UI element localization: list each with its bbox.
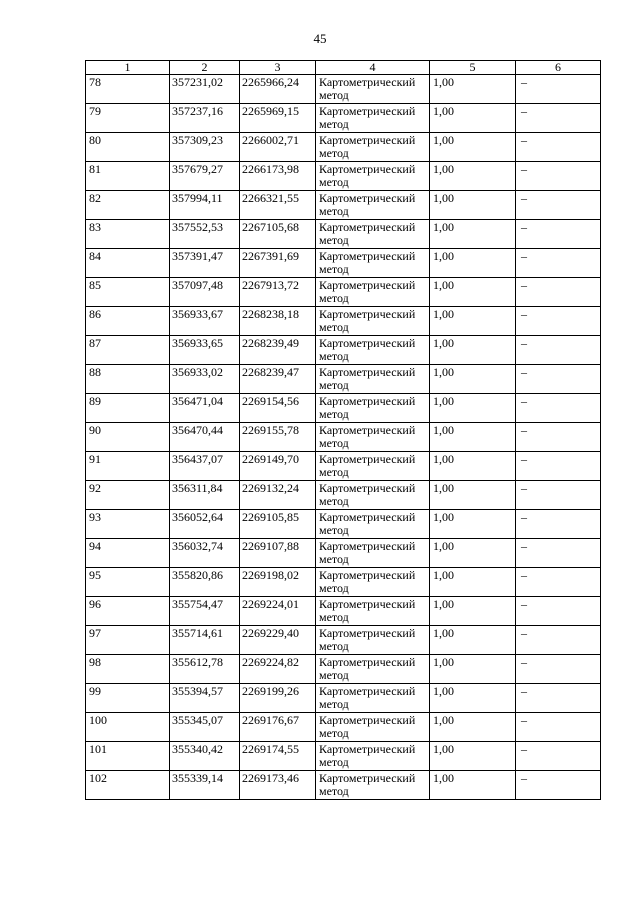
point-number-cell: 90 [86,423,170,452]
y-coordinate-cell: 2267913,72 [240,278,316,307]
table-row [86,133,601,162]
x-coordinate-cell: 356933,02 [170,365,240,394]
column-header: 6 [516,61,601,75]
table-header-row [86,61,601,75]
note-cell: – [516,336,601,365]
y-coordinate-cell: 2268239,49 [240,336,316,365]
note-cell: – [516,713,601,742]
point-number-cell: 96 [86,597,170,626]
table-row [86,481,601,510]
note-cell: – [516,597,601,626]
method-cell: Картометрический метод [316,75,430,104]
point-number-cell: 95 [86,568,170,597]
point-number-cell: 80 [86,133,170,162]
x-coordinate-cell: 355394,57 [170,684,240,713]
x-coordinate-cell: 356933,67 [170,307,240,336]
note-cell: – [516,220,601,249]
note-cell: – [516,510,601,539]
accuracy-cell: 1,00 [430,655,516,684]
y-coordinate-cell: 2265969,15 [240,104,316,133]
accuracy-cell: 1,00 [430,481,516,510]
y-coordinate-cell: 2269132,24 [240,481,316,510]
accuracy-cell: 1,00 [430,539,516,568]
x-coordinate-cell: 356933,65 [170,336,240,365]
x-coordinate-cell: 356470,44 [170,423,240,452]
method-cell: Картометрический метод [316,249,430,278]
x-coordinate-cell: 357231,02 [170,75,240,104]
y-coordinate-cell: 2269229,40 [240,626,316,655]
method-cell: Картометрический метод [316,539,430,568]
table-row [86,684,601,713]
note-cell: – [516,191,601,220]
table-row [86,75,601,104]
x-coordinate-cell: 355714,61 [170,626,240,655]
point-number-cell: 88 [86,365,170,394]
table-row [86,655,601,684]
y-coordinate-cell: 2266002,71 [240,133,316,162]
accuracy-cell: 1,00 [430,742,516,771]
y-coordinate-cell: 2267391,69 [240,249,316,278]
point-number-cell: 89 [86,394,170,423]
table-row [86,278,601,307]
accuracy-cell: 1,00 [430,133,516,162]
accuracy-cell: 1,00 [430,162,516,191]
accuracy-cell: 1,00 [430,365,516,394]
point-number-cell: 94 [86,539,170,568]
y-coordinate-cell: 2269176,67 [240,713,316,742]
point-number-cell: 97 [86,626,170,655]
y-coordinate-cell: 2269105,85 [240,510,316,539]
table-row [86,104,601,133]
table-row [86,771,601,800]
page-number: 45 [313,31,327,46]
table-row [86,568,601,597]
table-row [86,220,601,249]
table-row [86,539,601,568]
accuracy-cell: 1,00 [430,394,516,423]
y-coordinate-cell: 2266173,98 [240,162,316,191]
table-body [86,75,601,800]
y-coordinate-cell: 2267105,68 [240,220,316,249]
column-header: 3 [240,61,316,75]
y-coordinate-cell: 2269224,01 [240,597,316,626]
y-coordinate-cell: 2269198,02 [240,568,316,597]
method-cell: Картометрический метод [316,626,430,655]
accuracy-cell: 1,00 [430,191,516,220]
accuracy-cell: 1,00 [430,307,516,336]
method-cell: Картометрический метод [316,394,430,423]
y-coordinate-cell: 2266321,55 [240,191,316,220]
x-coordinate-cell: 355345,07 [170,713,240,742]
point-number-cell: 79 [86,104,170,133]
column-header: 5 [430,61,516,75]
note-cell: – [516,133,601,162]
accuracy-cell: 1,00 [430,568,516,597]
x-coordinate-cell: 357237,16 [170,104,240,133]
point-number-cell: 99 [86,684,170,713]
point-number-cell: 91 [86,452,170,481]
table-row [86,336,601,365]
method-cell: Картометрический метод [316,452,430,481]
note-cell: – [516,568,601,597]
accuracy-cell: 1,00 [430,713,516,742]
y-coordinate-cell: 2268238,18 [240,307,316,336]
accuracy-cell: 1,00 [430,278,516,307]
note-cell: – [516,365,601,394]
x-coordinate-cell: 355612,78 [170,655,240,684]
method-cell: Картометрический метод [316,423,430,452]
note-cell: – [516,481,601,510]
accuracy-cell: 1,00 [430,336,516,365]
method-cell: Картометрический метод [316,742,430,771]
x-coordinate-cell: 355339,14 [170,771,240,800]
x-coordinate-cell: 357097,48 [170,278,240,307]
x-coordinate-cell: 356471,04 [170,394,240,423]
table-row [86,307,601,336]
note-cell: – [516,249,601,278]
accuracy-cell: 1,00 [430,684,516,713]
y-coordinate-cell: 2269154,56 [240,394,316,423]
x-coordinate-cell: 356311,84 [170,481,240,510]
accuracy-cell: 1,00 [430,220,516,249]
note-cell: – [516,278,601,307]
accuracy-cell: 1,00 [430,249,516,278]
y-coordinate-cell: 2269173,46 [240,771,316,800]
accuracy-cell: 1,00 [430,75,516,104]
column-header: 1 [86,61,170,75]
table-row [86,510,601,539]
point-number-cell: 81 [86,162,170,191]
note-cell: – [516,423,601,452]
point-number-cell: 102 [86,771,170,800]
point-number-cell: 83 [86,220,170,249]
point-number-cell: 82 [86,191,170,220]
accuracy-cell: 1,00 [430,423,516,452]
point-number-cell: 98 [86,655,170,684]
note-cell: – [516,104,601,133]
note-cell: – [516,771,601,800]
method-cell: Картометрический метод [316,104,430,133]
x-coordinate-cell: 355820,86 [170,568,240,597]
note-cell: – [516,684,601,713]
coordinates-table [85,60,601,800]
point-number-cell: 85 [86,278,170,307]
table-row [86,626,601,655]
accuracy-cell: 1,00 [430,104,516,133]
note-cell: – [516,307,601,336]
table-row [86,365,601,394]
column-header: 4 [316,61,430,75]
note-cell: – [516,394,601,423]
method-cell: Картометрический метод [316,481,430,510]
method-cell: Картометрический метод [316,162,430,191]
note-cell: – [516,655,601,684]
table-row [86,713,601,742]
y-coordinate-cell: 2269149,70 [240,452,316,481]
y-coordinate-cell: 2268239,47 [240,365,316,394]
accuracy-cell: 1,00 [430,597,516,626]
x-coordinate-cell: 356032,74 [170,539,240,568]
method-cell: Картометрический метод [316,220,430,249]
table-row [86,249,601,278]
note-cell: – [516,626,601,655]
method-cell: Картометрический метод [316,655,430,684]
column-header: 2 [170,61,240,75]
table-row [86,162,601,191]
accuracy-cell: 1,00 [430,771,516,800]
table-row [86,394,601,423]
y-coordinate-cell: 2269199,26 [240,684,316,713]
table-row [86,191,601,220]
table-row [86,742,601,771]
y-coordinate-cell: 2269174,55 [240,742,316,771]
note-cell: – [516,162,601,191]
x-coordinate-cell: 355340,42 [170,742,240,771]
method-cell: Картометрический метод [316,365,430,394]
y-coordinate-cell: 2269224,82 [240,655,316,684]
table-row [86,452,601,481]
point-number-cell: 93 [86,510,170,539]
accuracy-cell: 1,00 [430,510,516,539]
method-cell: Картометрический метод [316,510,430,539]
method-cell: Картометрический метод [316,133,430,162]
y-coordinate-cell: 2269155,78 [240,423,316,452]
point-number-cell: 78 [86,75,170,104]
y-coordinate-cell: 2265966,24 [240,75,316,104]
method-cell: Картометрический метод [316,568,430,597]
x-coordinate-cell: 357552,53 [170,220,240,249]
method-cell: Картометрический метод [316,307,430,336]
point-number-cell: 101 [86,742,170,771]
x-coordinate-cell: 355754,47 [170,597,240,626]
note-cell: – [516,75,601,104]
point-number-cell: 100 [86,713,170,742]
point-number-cell: 92 [86,481,170,510]
x-coordinate-cell: 357679,27 [170,162,240,191]
method-cell: Картометрический метод [316,278,430,307]
accuracy-cell: 1,00 [430,626,516,655]
accuracy-cell: 1,00 [430,452,516,481]
y-coordinate-cell: 2269107,88 [240,539,316,568]
table-row [86,597,601,626]
method-cell: Картометрический метод [316,684,430,713]
x-coordinate-cell: 356437,07 [170,452,240,481]
method-cell: Картометрический метод [316,336,430,365]
note-cell: – [516,742,601,771]
x-coordinate-cell: 357309,23 [170,133,240,162]
method-cell: Картометрический метод [316,713,430,742]
point-number-cell: 87 [86,336,170,365]
method-cell: Картометрический метод [316,191,430,220]
method-cell: Картометрический метод [316,597,430,626]
x-coordinate-cell: 356052,64 [170,510,240,539]
method-cell: Картометрический метод [316,771,430,800]
point-number-cell: 86 [86,307,170,336]
note-cell: – [516,452,601,481]
x-coordinate-cell: 357994,11 [170,191,240,220]
point-number-cell: 84 [86,249,170,278]
note-cell: – [516,539,601,568]
table-row [86,423,601,452]
x-coordinate-cell: 357391,47 [170,249,240,278]
